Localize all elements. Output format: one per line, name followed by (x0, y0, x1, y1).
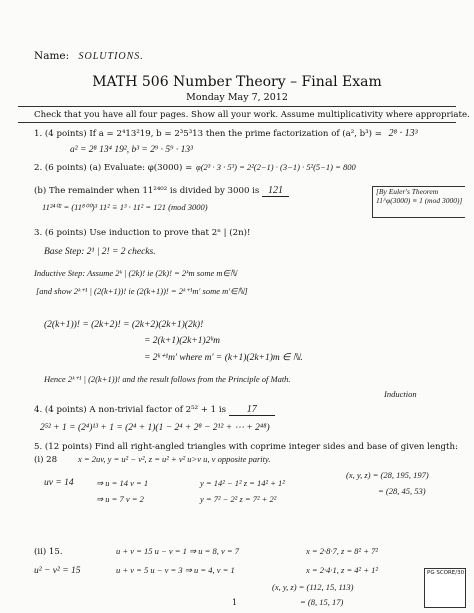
q1-work: a² = 2⁸ 13⁴ 19², b³ = 2⁹ · 5⁹ · 13³ (70, 145, 193, 155)
q3-line1: (2(k+1))! = (2k+2)! = (2k+2)(2k+1)(2k)! (44, 320, 204, 330)
page-number: 1 (232, 598, 238, 607)
euler-note-line1: [By Euler's Theorem (376, 187, 439, 196)
q5-part-ii-result: (x, y, z) = (112, 15, 113) (272, 582, 354, 592)
q3-conclusion: Hence 2ᵏ⁺¹ | (2(k+1))! and the result follows from the Principle of Math. (44, 374, 291, 384)
q5-uv-equation: uv = 14 (44, 478, 74, 488)
q5-part-ii-equation: u² − v² = 15 (34, 566, 81, 576)
q3-conclusion-2: Induction (384, 389, 417, 399)
q5-row1-yz: y = 14² − 1² z = 14² + 1² (200, 478, 285, 488)
euler-note (372, 186, 465, 218)
q5-xyz-result-1: (x, y, z) = (28, 195, 197) (346, 470, 429, 480)
name-line (34, 50, 144, 62)
q5-part-ii-result-2: = (8, 15, 17) (300, 597, 344, 607)
q5-row1-uv: ⇒ u = 14 v = 1 (96, 478, 149, 488)
score-label: PG SCORE/30 (427, 570, 465, 576)
instructions-rule (18, 122, 456, 123)
q3-base-step: Base Step: 2¹ | 2! = 2 checks. (44, 247, 156, 257)
q1-answer: 2⁸ · 13³ (388, 128, 418, 139)
q4-answer: 17 (229, 404, 275, 416)
q1-prompt: 1. (4 points) If a = 2⁴13²19, b = 2³5³13 then the prime factorization of (a², b³) = 2⁸ · 13³ (34, 128, 418, 139)
q5-xz-2: x = 2·4·1, z = 4² + 1² (306, 565, 378, 575)
q5-prompt: 5. (12 points) Find all right-angled triangles with coprime integer sides and base of given length: (34, 442, 458, 452)
q2b-answer: 121 (262, 185, 289, 197)
q3-prompt: 3. (6 points) Use induction to prove that 2ⁿ | (2n)! (34, 228, 251, 238)
q5-part-i-setup: x = 2uv, y = u² − v², z = u² + v² u>v u, v opposite parity. (78, 454, 271, 464)
q5-row2-uv: ⇒ u = 7 v = 2 (96, 494, 144, 504)
q5-xyz-result-2: = (28, 45, 53) (378, 486, 426, 496)
q5-part-ii-label: (ii) 15. (34, 547, 63, 557)
top-rule (18, 106, 456, 107)
q3-line3: = 2ᵏ⁺¹m′ where m′ = (k+1)(2k+1)m ∈ ℕ. (144, 353, 303, 363)
q3-inductive-step: Inductive Step: Assume 2ᵏ | (2k)! ie (2k)! = 2ᵏm some m∈ℕ (34, 268, 237, 278)
instructions: Check that you have all four pages. Show all your work. Assume multiplicativity where appropriate. (34, 110, 470, 120)
q4-work: 2⁵² + 1 = (2⁴)¹³ + 1 = (2⁴ + 1)(1 − 2⁴ + 2⁸ − 2¹² + ⋯ + 2⁴⁸) (40, 423, 270, 433)
q3-line2: = 2(k+1)(2k+1)2ᵏm (144, 336, 220, 346)
q3-and-show: [and show 2ᵏ⁺¹ | (2(k+1))! ie (2(k+1))! = 2ᵏ⁺¹m′ some m′∈ℕ] (36, 286, 248, 296)
q4-prompt: 4. (4 points) A non-trivial factor of 2⁵² + 1 is 17 (34, 404, 275, 415)
q2a-prompt: 2. (6 points) (a) Evaluate: φ(3000) = (34, 163, 193, 173)
q5-part-i-label: (i) 28 (34, 455, 58, 465)
q5-xz-1: x = 2·8·7, z = 8² + 7² (306, 546, 378, 556)
q5-system-1: u + v = 15 u − v = 1 ⇒ u = 8, v = 7 (116, 546, 239, 556)
q5-system-2: u + v = 5 u − v = 3 ⇒ u = 4, v = 1 (116, 565, 235, 575)
exam-title: MATH 506 Number Theory – Final Exam (92, 74, 382, 90)
euler-note-line2: 11^φ(3000) ≡ 1 (mod 3000)] (376, 196, 463, 205)
q2b-work: 11²⁴⁰² = (11⁸⁰⁰)³ 11² ≡ 1³ · 11² = 121 (mod 3000) (42, 202, 208, 212)
q5-row2-yz: y = 7² − 2² z = 7² + 2² (200, 494, 277, 504)
exam-date: Monday May 7, 2012 (186, 92, 288, 103)
name-value: SOLUTIONS. (78, 51, 144, 62)
q2a-work: φ(2³ · 3 · 5³) = 2²(2−1) · (3−1) · 5²(5−1) = 800 (196, 162, 356, 172)
name-label: Name: (34, 50, 70, 62)
q2b-prompt: (b) The remainder when 11²⁴⁰² is divided by 3000 is 121 (34, 185, 289, 196)
